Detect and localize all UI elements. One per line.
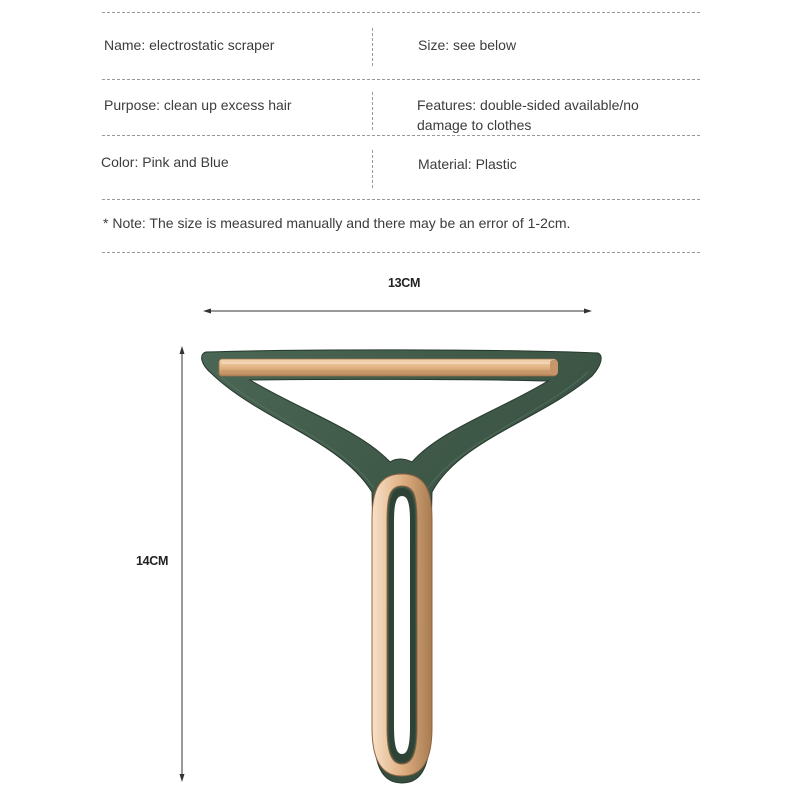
spec-name: Name: electrostatic scraper [104, 37, 275, 53]
size-note: * Note: The size is measured manually and there may be an error of 1-2cm. [103, 215, 571, 231]
height-label: 14CM [136, 554, 169, 568]
width-dimension-arrow [203, 309, 592, 314]
spec-purpose: Purpose: clean up excess hair [104, 97, 292, 113]
width-label: 13CM [388, 276, 421, 290]
spec-color: Color: Pink and Blue [101, 154, 229, 170]
gold-handle-ring [372, 474, 432, 776]
spec-size: Size: see below [418, 37, 517, 53]
spec-material: Material: Plastic [418, 156, 517, 172]
spec-features: Features: double-sided available/no damage to clothes [417, 97, 639, 133]
gold-blade [219, 359, 558, 376]
height-dimension-arrow [180, 346, 185, 782]
